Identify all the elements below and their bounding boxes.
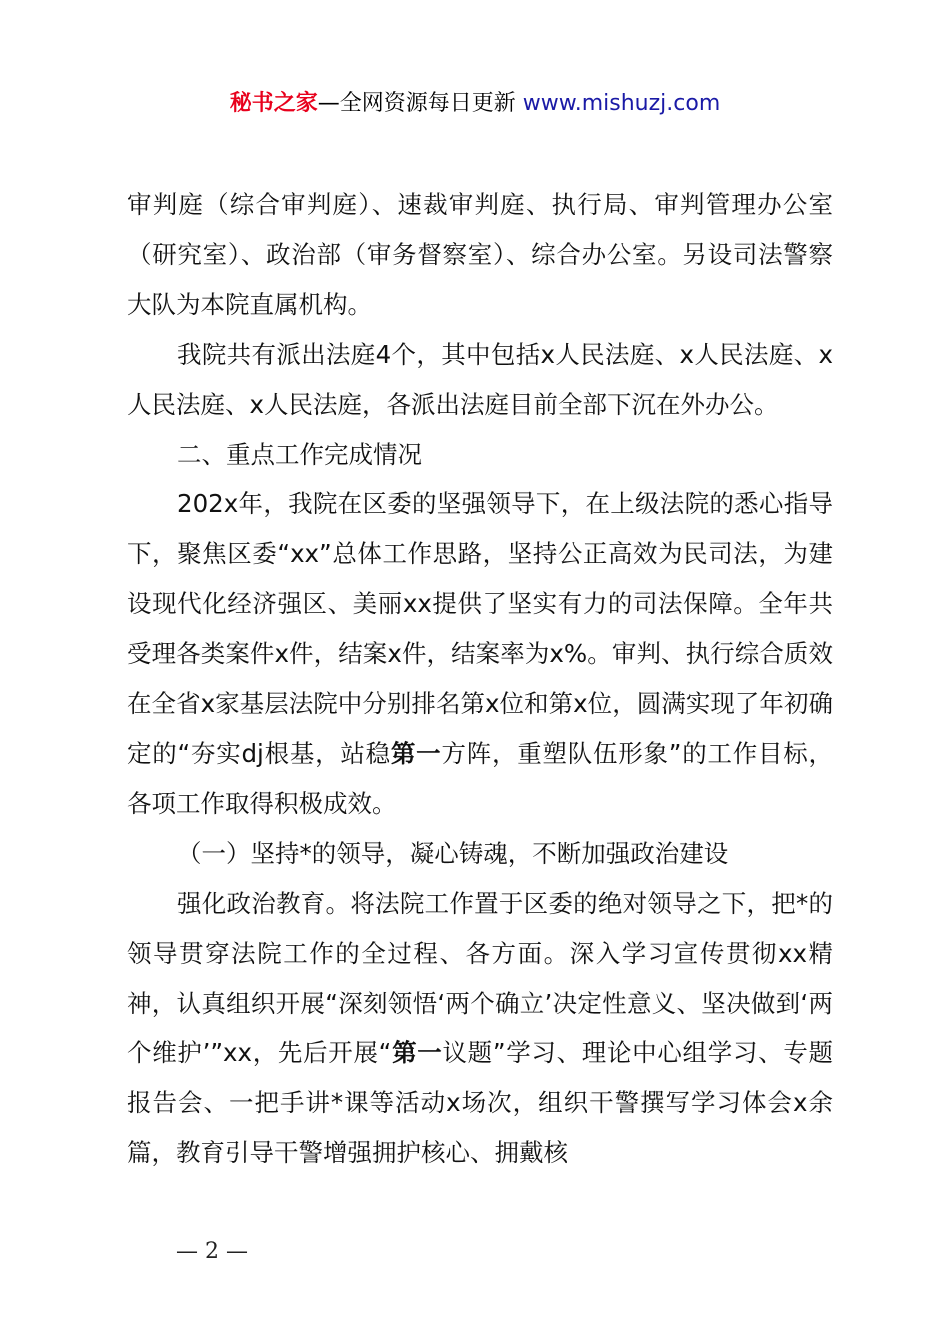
page-header [0,86,950,122]
summary-text-1: 202x年，我院在区委的坚强领导下，在上级法院的悉心指导下，聚焦区委“xx”总体工作思路，坚持公正高效为民司法，为建设现代化经济强区、美丽xx提供了坚实有力的司法保障。全年共受理各类案件x件，结案x件，结案率为x%。审判、执行综合质效在全省x家基层法院中分别排名第x位和第x位，圆满实现了年初确定的“夯实dj根基，站稳 [127,489,833,768]
education-text-2: 议题”学习、理论中心组学习、专题报告会、一把手讲*课等活动x场次，组织干警撰写学习体会x余篇，教育引导干警增强拥护核心、拥戴核 [127,1038,834,1168]
document-body [127,180,833,1178]
paragraph-courts: 我院共有派出法庭4个，其中包括x人民法庭、x人民法庭、x人民法庭、x人民法庭，各派出法庭目前全部下沉在外办公。 [127,339,833,419]
paragraph-summary [127,479,833,828]
header-url[interactable]: www.mishuzj.com [522,91,721,116]
education-bold-text: 第一 [391,1038,443,1068]
summary-bold-text: 第一 [390,738,442,768]
subsection-heading: （一）坚持*的领导，凝心铸魂，不断加强政治建设 [177,838,729,868]
paragraph-continuation: 审判庭（综合审判庭）、速裁审判庭、执行局、审判管理办公室（研究室）、政治部（审务督察室）、综合办公室。另设司法警察大队为本院直属机构。 [127,190,833,319]
page-number: — 2 — [176,1239,248,1264]
summary-text-2: 方阵，重塑队伍形象”的工作目标，各项工作取得积极成效。 [127,738,834,818]
section-heading: 二、重点工作完成情况 [177,439,422,469]
education-text-1: 强化政治教育。将法院工作置于区委的绝对领导之下，把*的领导贯穿法院工作的全过程、各方面。深入学习宣传贯彻xx精神，认真组织开展“深刻领悟‘两个确立’决定性意义、坚决做到‘两个维护’”xx，先后开展“ [127,888,833,1068]
header-slogan: —全网资源每日更新 [317,91,523,116]
header-brand: 秘书之家 [229,91,318,116]
paragraph-political-education [127,879,833,1178]
